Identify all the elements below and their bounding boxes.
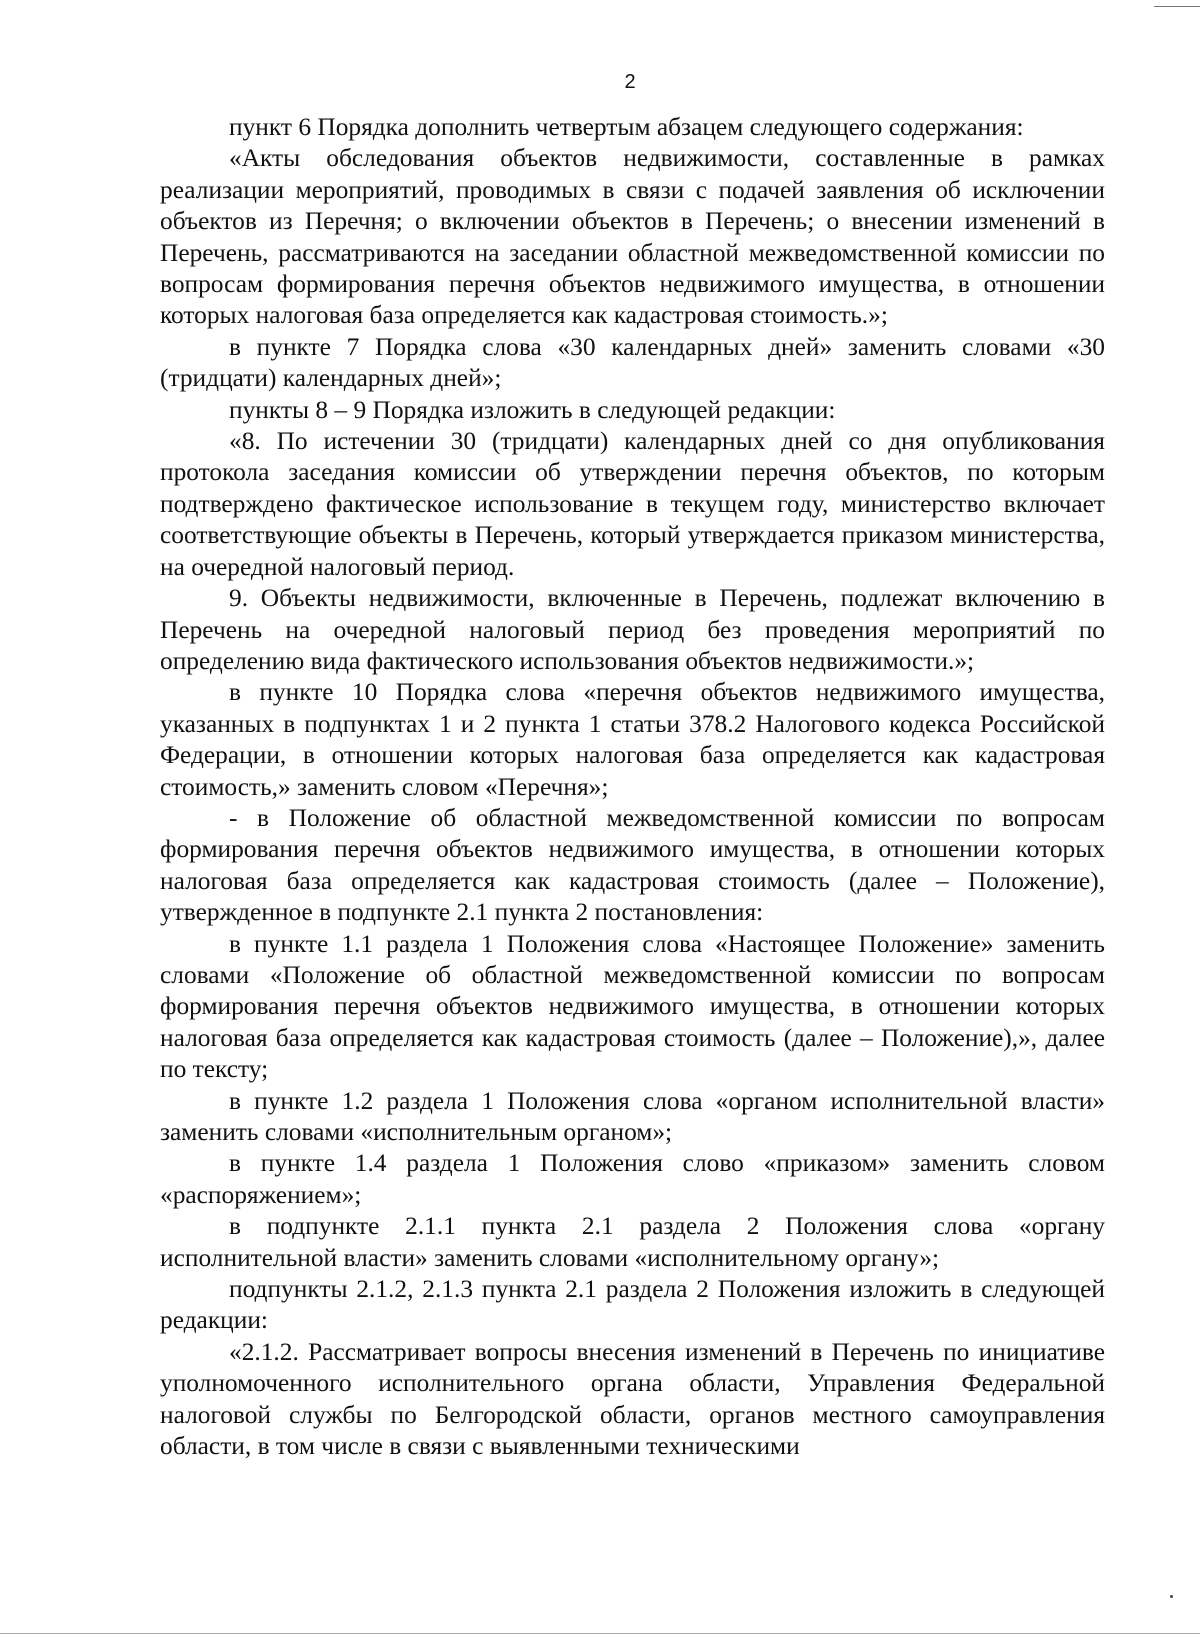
paragraph-10: в пункте 1.2 раздела 1 Положения слова «органом исполнительной власти» заменить словами «исполнительным органом»; <box>160 1086 1105 1146</box>
scan-bottom-edge <box>0 1633 1200 1634</box>
paragraph-2: «Акты обследования объектов недвижимости, составленные в рамках реализации мероприятий, проводимых в связи с подачей заявления об исключении объектов из Перечня; о включении объектов в Перечень; о внесении изменений в Перечень, рассматриваются на заседании областной межведомственной комиссии по вопросам формирования перечня объектов недвижимого имущества, в отношении которых налоговая база определяется как кадастровая стоимость.»; <box>160 144 1105 330</box>
paragraph-4: пункты 8 – 9 Порядка изложить в следующей редакции: <box>229 395 836 424</box>
paragraph-8: - в Положение об областной межведомственной комиссии по вопросам формирования перечня объектов недвижимого имущества, в отношении которых налоговая база определяется как кадастровая стоимость (далее – Положение), утвержденное в подпункте 2.1 пункта 2 постановления: <box>160 803 1105 927</box>
paragraph-1: пункт 6 Порядка дополнить четвертым абзацем следующего содержания: <box>229 113 1024 141</box>
paragraph-3: в пункте 7 Порядка слова «30 календарных дней» заменить словами «30 (тридцати) календарных дней»; <box>160 332 1105 393</box>
scan-speck <box>1170 1595 1173 1598</box>
paragraph-12: в подпункте 2.1.1 пункта 2.1 раздела 2 Положения слова «органу исполнительной власти» заменить словами «исполнительному органу»; <box>160 1212 1105 1272</box>
paragraph-11: в пункте 1.4 раздела 1 Положения слово «приказом» заменить словом «распоряжением»; <box>160 1149 1105 1209</box>
paragraph-9: в пункте 1.1 раздела 1 Положения слова «Настоящее Положение» заменить словами «Положение об областной межведомственной комиссии по вопросам формирования перечня объектов недвижимого имущества, в отношении которых налоговая база определяется как кадастровая стоимость (далее – Положение),», далее по тексту; <box>160 929 1105 1084</box>
paragraph-13: подпункты 2.1.2, 2.1.3 пункта 2.1 раздела 2 Положения изложить в следующей редакции: <box>160 1275 1105 1335</box>
paragraph-7: в пункте 10 Порядка слова «перечня объектов недвижимого имущества, указанных в подпунктах 1 и 2 пункта 1 статьи 378.2 Налогового кодекса Российской Федерации, в отношении которых налоговая база определяется как кадастровая стоимость,» заменить словом «Перечня»; <box>160 678 1105 801</box>
page-number: 2 <box>624 71 636 93</box>
document-body <box>160 112 1105 1462</box>
paragraph-6: 9. Объекты недвижимости, включенные в Перечень, подлежат включению в Перечень на очередной налоговый период без проведения мероприятий по определению вида фактического использования объектов недвижимости.»; <box>160 584 1105 675</box>
paragraph-14: «2.1.2. Рассматривает вопросы внесения изменений в Перечень по инициативе уполномоченного исполнительного органа области, Управления Федеральной налоговой службы по Белгородской области, органов местного самоуправления области, в том числе в связи с выявленными техническими <box>160 1337 1105 1461</box>
paragraph-5: «8. По истечении 30 (тридцати) календарных дней со дня опубликования протокола заседания комиссии об утверждении перечня объектов, по которым подтверждено фактическое использование в текущем году, министерство включает соответствующие объекты в Перечень, который утверждается приказом министерства, на очередной налоговый период. <box>160 427 1105 581</box>
scan-edge-mark <box>1154 6 1200 7</box>
